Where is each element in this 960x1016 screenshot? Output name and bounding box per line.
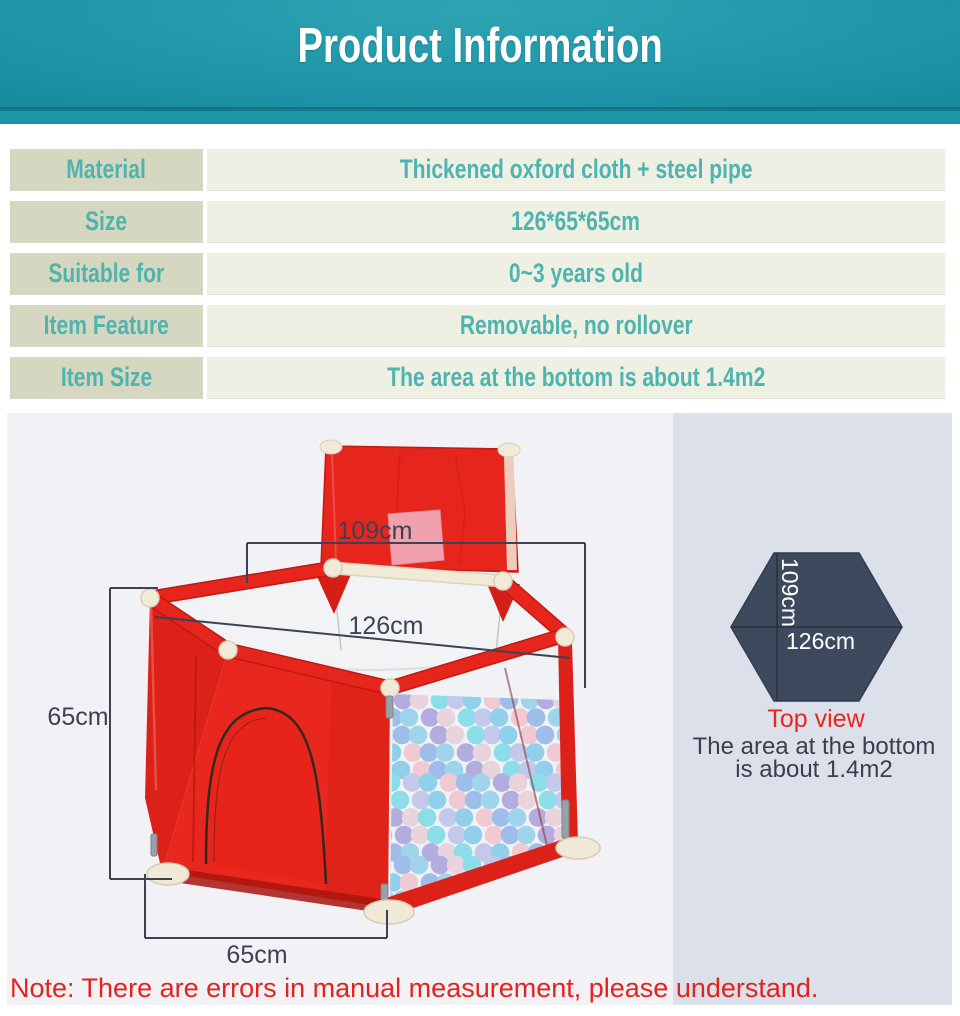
spec-value: Removable, no rollover [207, 305, 945, 346]
measurement-note: Note: There are errors in manual measurement, please understand. [10, 973, 819, 1003]
area-note-line2: is about 1.4m2 [735, 756, 893, 783]
spec-value: The area at the bottom is about 1.4m2 [207, 357, 945, 398]
spec-value: 126*65*65cm [207, 201, 945, 242]
top-view-vertical-label: 109cm [777, 558, 803, 628]
spec-value: Thickened oxford cloth + steel pipe [207, 149, 945, 190]
product-diagram-svg [0, 410, 960, 1011]
top-view-caption: Top view [767, 705, 865, 733]
spec-label: Suitable for [10, 253, 203, 294]
spec-label: Material [10, 149, 203, 190]
spec-label: Size [10, 201, 203, 242]
top-view-horizontal-label: 126cm [786, 628, 856, 654]
spec-row-item-feature [10, 305, 945, 346]
dim-height-label: 65cm [47, 703, 109, 731]
spec-label: Item Size [10, 357, 203, 398]
product-diagram-section [0, 410, 960, 1011]
spec-value: 0~3 years old [207, 253, 945, 294]
spec-row-material [10, 149, 945, 190]
area-note-line1: The area at the bottom [692, 733, 936, 760]
spec-row-item-size [10, 357, 945, 398]
playpen-backboard [320, 440, 520, 572]
product-information-banner [0, 0, 960, 124]
spec-row-suitable-for [10, 253, 945, 294]
page-title: Product Information [297, 19, 663, 73]
dim-side-label: 65cm [226, 941, 288, 969]
dim-diagonal-label: 126cm [348, 612, 424, 640]
spec-label: Item Feature [10, 305, 203, 346]
spec-row-size [10, 201, 945, 242]
spec-table [10, 149, 945, 398]
dim-back-width-label: 109cm [337, 517, 413, 545]
